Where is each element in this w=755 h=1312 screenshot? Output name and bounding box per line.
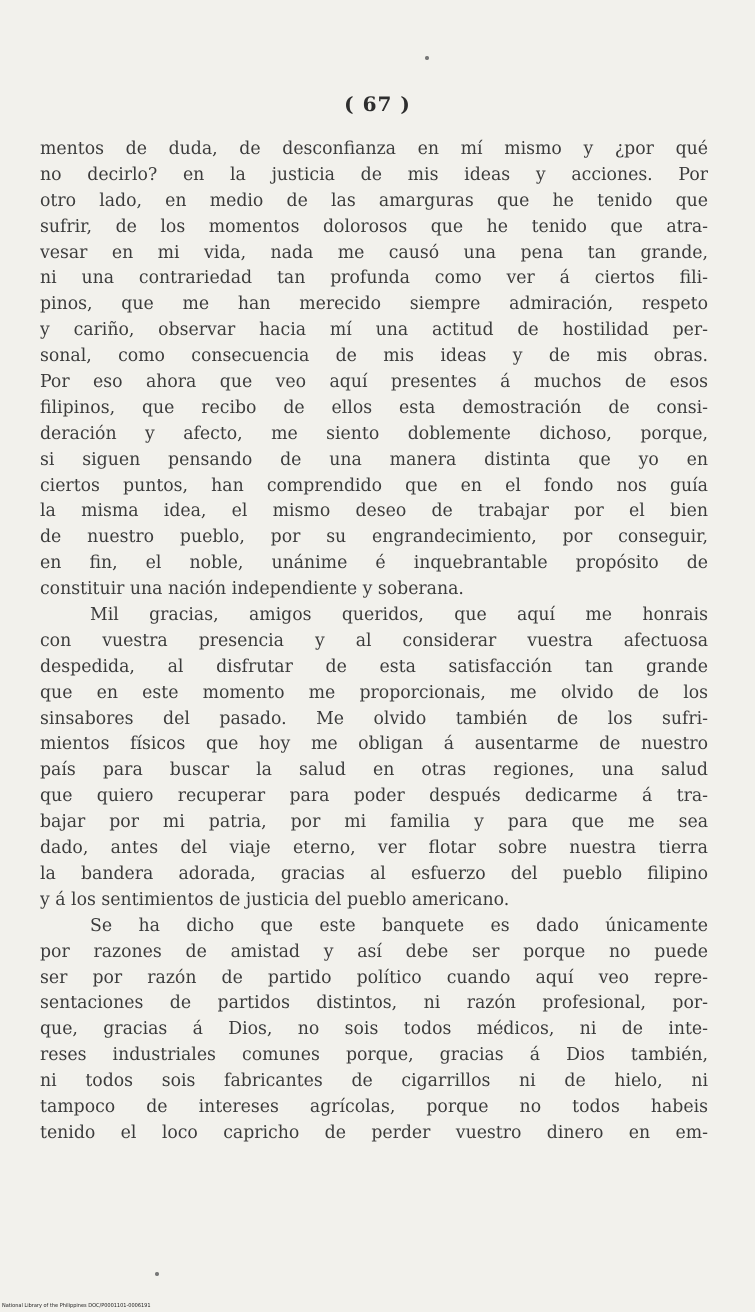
text-line: ciertos puntos, han comprendido que en el fondo nos guía <box>40 475 708 496</box>
text-line: que, gracias á Dios, no sois todos médicos, ni de inte- <box>40 1019 708 1040</box>
text-line: tenido el loco capricho de perder vuestro dinero en em- <box>40 1122 708 1143</box>
text-line: sonal, como consecuencia de mis ideas y de mis obras. <box>40 346 708 367</box>
text-line: reses industriales comunes porque, gracias á Dios también, <box>40 1045 708 1066</box>
text-line: otro lado, en medio de las amarguras que he tenido que <box>40 190 708 211</box>
text-line: la misma idea, el mismo deseo de trabajar por el bien <box>40 501 708 522</box>
text-line: ni todos sois fabricantes de cigarrillos ni de hielo, ni <box>40 1071 708 1092</box>
text-line: dado, antes del viaje eterno, ver flotar sobre nuestra tierra <box>40 838 708 859</box>
text-line: constituir una nación independiente y soberana. <box>40 579 464 600</box>
text-line: Por eso ahora que veo aquí presentes á muchos de esos <box>40 372 708 393</box>
text-line: la bandera adorada, gracias al esfuerzo del pueblo filipino <box>40 863 708 884</box>
text-line: de nuestro pueblo, por su engrandecimiento, por conseguir, <box>40 527 708 548</box>
text-line: no decirlo? en la justicia de mis ideas y acciones. Por <box>40 164 708 185</box>
text-line: mientos físicos que hoy me obligan á ausentarme de nuestro <box>40 734 708 755</box>
text-line: sentaciones de partidos distintos, ni razón profesional, por- <box>40 993 708 1014</box>
scan-speck <box>425 56 429 60</box>
text-line: si siguen pensando de una manera distinta que yo en <box>40 449 708 470</box>
text-line: deración y afecto, me siento doblemente dichoso, porque, <box>40 423 708 444</box>
text-line: y cariño, observar hacia mí una actitud de hostilidad per- <box>40 320 708 341</box>
text-line: vesar en mi vida, nada me causó una pena tan grande, <box>40 242 708 263</box>
text-line: por razones de amistad y así debe ser porque no puede <box>40 941 708 962</box>
text-line: que en este momento me proporcionais, me olvido de los <box>40 682 708 703</box>
text-line: y á los sentimientos de justicia del pueblo americano. <box>40 889 510 910</box>
text-line: país para buscar la salud en otras regiones, una salud <box>40 760 708 781</box>
text-line: con vuestra presencia y al considerar vuestra afectuosa <box>40 630 708 651</box>
text-line: pinos, que me han merecido siempre admiración, respeto <box>40 294 708 315</box>
scan-speck <box>155 1272 159 1276</box>
text-line: que quiero recuperar para poder después dedicarme á tra- <box>40 786 708 807</box>
text-line: ni una contrariedad tan profunda como ver á ciertos fili- <box>40 268 708 289</box>
footer-credit: National Library of the Philippines DOC/P0001101-0006191 <box>2 1303 151 1309</box>
text-line: filipinos, que recibo de ellos esta demostración de consi- <box>40 397 708 418</box>
text-line: bajar por mi patria, por mi familia y para que me sea <box>40 812 708 833</box>
text-line: despedida, al disfrutar de esta satisfacción tan grande <box>40 656 708 677</box>
text-line: mentos de duda, de desconfianza en mí mismo y ¿por qué <box>40 139 708 159</box>
text-line: Se ha dicho que este banquete es dado únicamente <box>90 915 708 936</box>
page-number: ( 67 ) <box>344 92 411 116</box>
body-text <box>40 137 708 1147</box>
text-line: sufrir, de los momentos dolorosos que he tenido que atra- <box>40 216 708 237</box>
text-line: sinsabores del pasado. Me olvido también de los sufri- <box>40 708 708 729</box>
text-line: tampoco de intereses agrícolas, porque no todos habeis <box>40 1096 708 1117</box>
text-line: ser por razón de partido político cuando aquí veo repre- <box>40 967 708 988</box>
text-line: en fin, el noble, unánime é inquebrantable propósito de <box>40 553 708 574</box>
text-line: Mil gracias, amigos queridos, que aquí me honrais <box>90 605 708 626</box>
